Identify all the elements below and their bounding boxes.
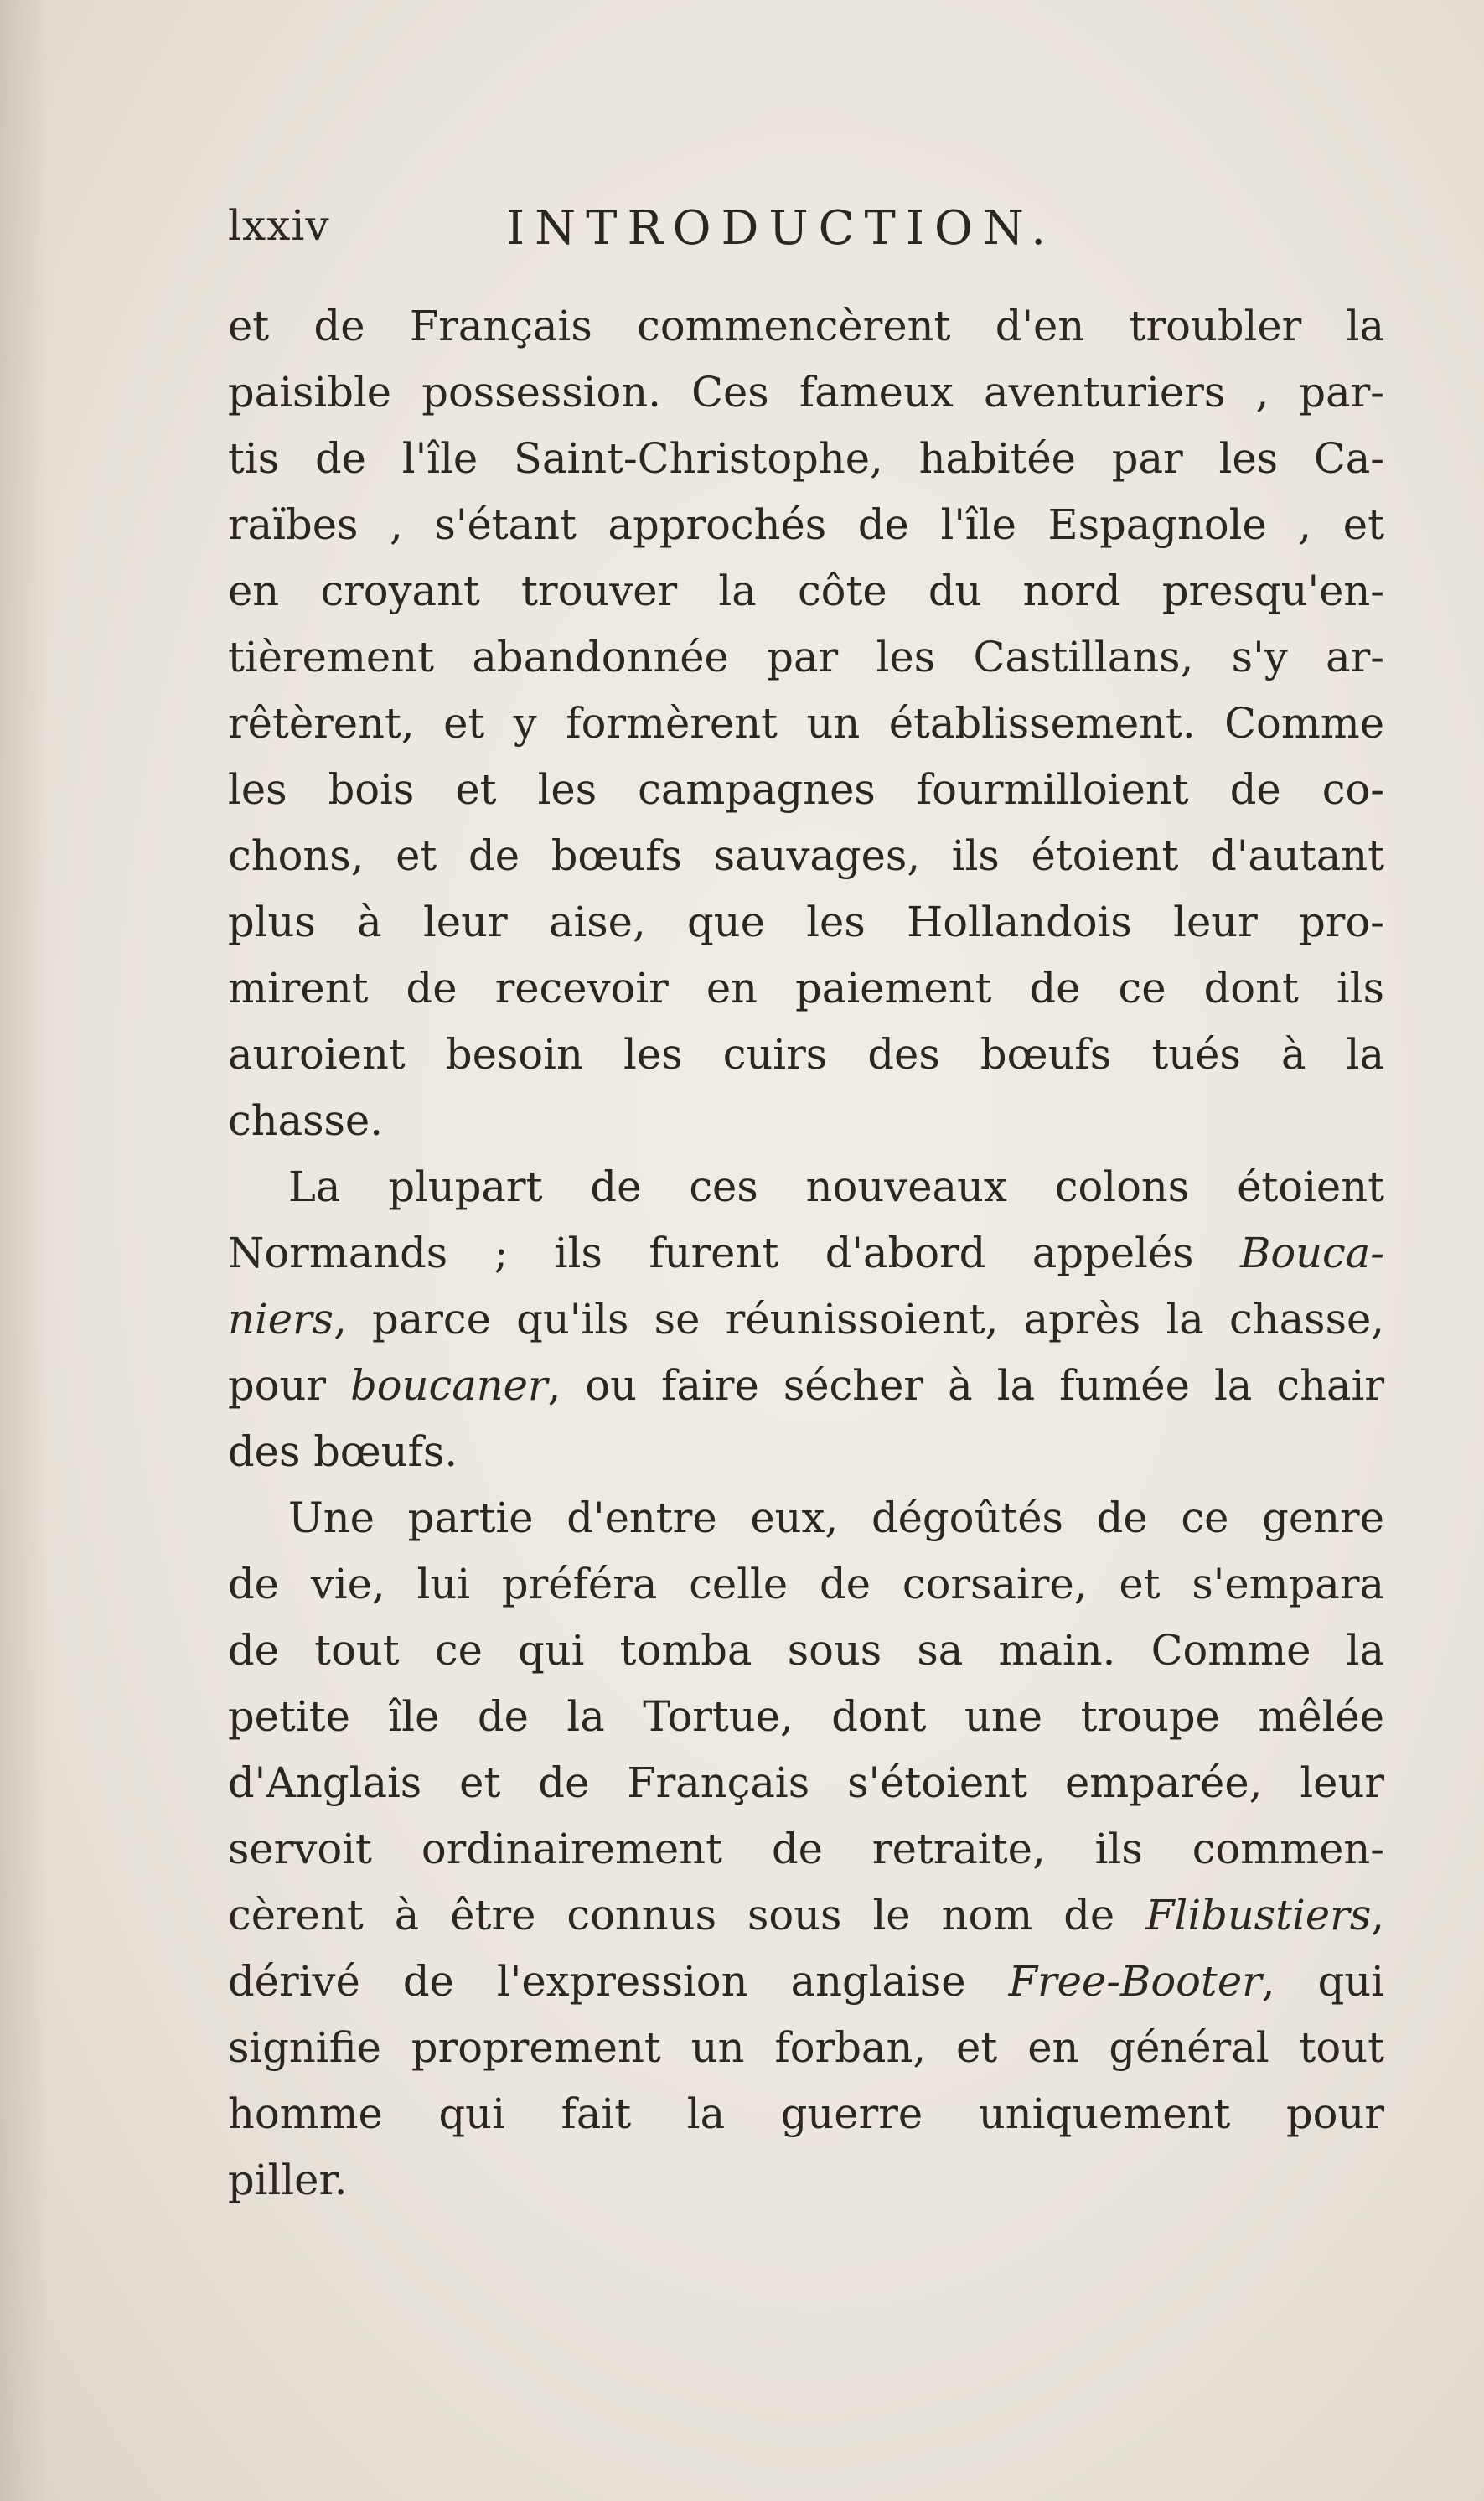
text-line: paisible possession. Ces fameux aventuriers , par- (228, 368, 1384, 417)
paragraph-2 (228, 1154, 1384, 1485)
text-line: auroient besoin les cuirs des bœufs tués à la (228, 1030, 1384, 1079)
text-line: Une partie d'entre eux, dégoûtés de ce genre (288, 1494, 1384, 1542)
text-line: Normands ; ils furent d'abord appelés Bouca- (228, 1229, 1384, 1277)
paragraph-3 (228, 1485, 1384, 2214)
text-line: tièrement abandonnée par les Castillans, s'y ar- (228, 633, 1384, 681)
text-line: petite île de la Tortue, dont une troupe mêlée (228, 1692, 1384, 1741)
text-line: cèrent à être connus sous le nom de Flibustiers, (228, 1891, 1384, 1939)
text-line: raïbes , s'étant approchés de l'île Espagnole , et (228, 500, 1384, 549)
text-line: pour boucaner, ou faire sécher à la fumée la chair (228, 1361, 1384, 1410)
text-line: de vie, lui préféra celle de corsaire, et s'empara (228, 1560, 1384, 1608)
page-number: lxxiv (228, 201, 330, 250)
text-line: La plupart de ces nouveaux colons étoient (288, 1162, 1384, 1211)
text-line: mirent de recevoir en paiement de ce dont ils (228, 964, 1384, 1012)
page-header (228, 201, 1384, 260)
text-line: chons, et de bœufs sauvages, ils étoient d'autant (228, 831, 1384, 880)
text-line: rêtèrent, et y formèrent un établissement. Comme (228, 699, 1384, 748)
body-text (228, 293, 1384, 2214)
text-line: servoit ordinairement de retraite, ils commen- (228, 1825, 1384, 1873)
text-line: d'Anglais et de Français s'étoient emparée, leur (228, 1758, 1384, 1807)
text-line: en croyant trouver la côte du nord presqu'en- (228, 567, 1384, 615)
text-line: piller. (228, 2156, 348, 2204)
paragraph-1 (228, 293, 1384, 1154)
text-line: plus à leur aise, que les Hollandois leur pro- (228, 898, 1384, 946)
running-title: INTRODUCTION. (506, 201, 1057, 256)
text-line: tis de l'île Saint-Christophe, habitée par les Ca- (228, 434, 1384, 483)
text-line: de tout ce qui tomba sous sa main. Comme la (228, 1626, 1384, 1675)
text-line: niers, parce qu'ils se réunissoient, après la chasse, (228, 1295, 1384, 1344)
text-line: chasse. (228, 1096, 383, 1145)
text-line: les bois et les campagnes fourmilloient de co- (228, 765, 1384, 814)
text-line: signifie proprement un forban, et en général tout (228, 2023, 1384, 2072)
text-line: des bœufs. (228, 1427, 458, 1476)
text-line: et de Français commencèrent d'en troubler la (228, 302, 1384, 350)
text-line: homme qui fait la guerre uniquement pour (228, 2089, 1384, 2138)
text-line: dérivé de l'expression anglaise Free-Booter, qui (228, 1957, 1384, 2006)
